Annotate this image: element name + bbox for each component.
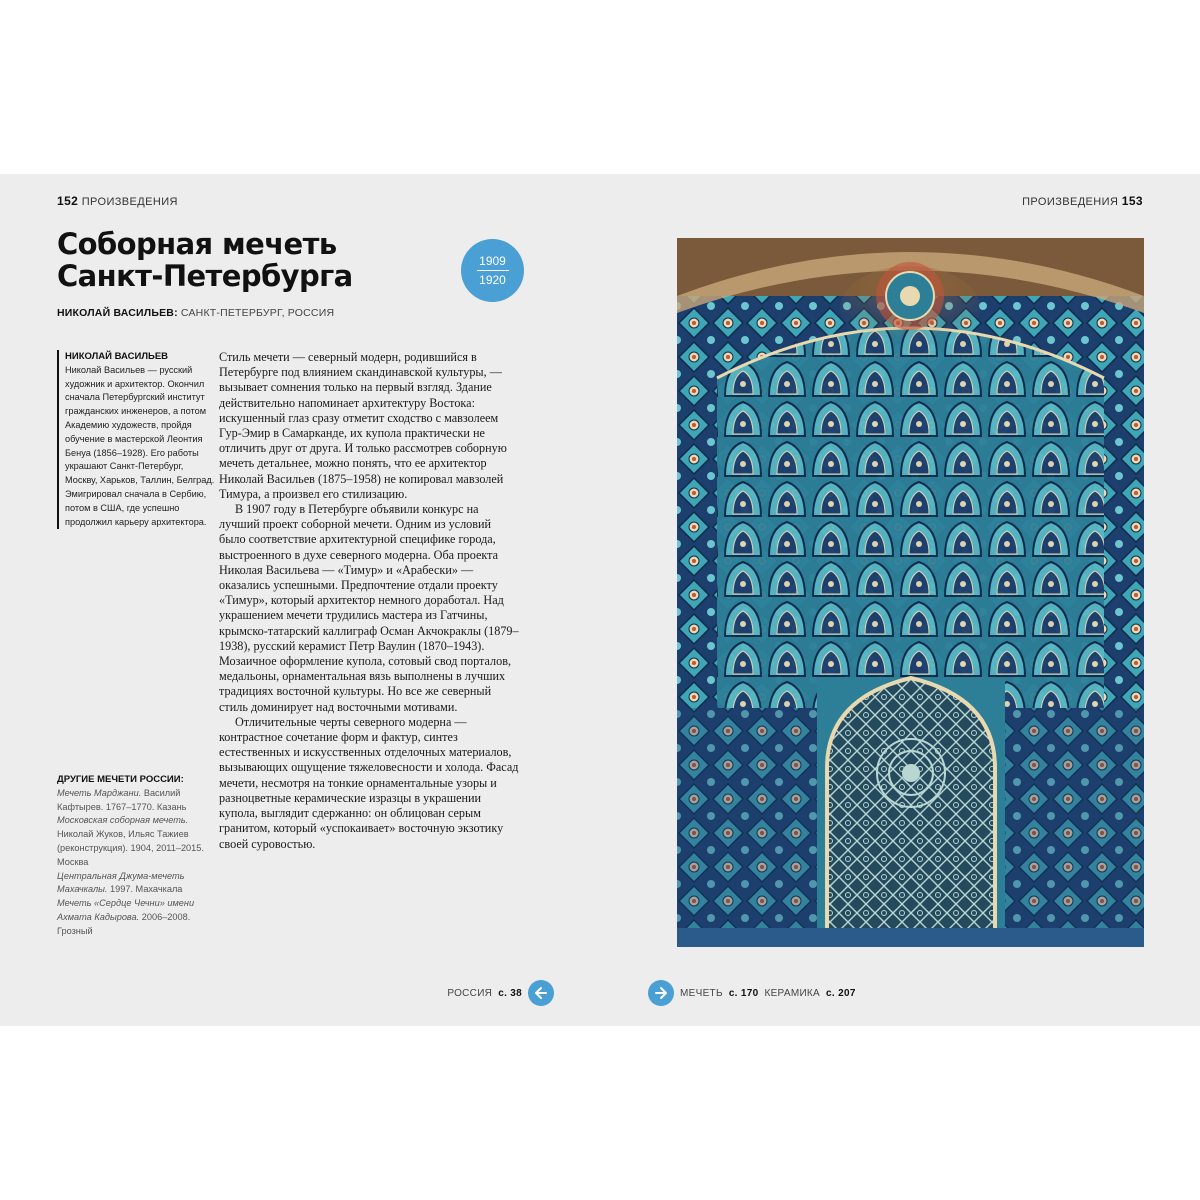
nav-link-label[interactable]: КЕРАМИКА bbox=[764, 987, 821, 999]
arrow-left-icon[interactable] bbox=[528, 980, 554, 1006]
nav-prev-page: с. 38 bbox=[498, 987, 522, 999]
date-start: 1909 bbox=[479, 254, 506, 268]
attribution-place: САНКТ-ПЕТЕРБУРГ, РОССИЯ bbox=[180, 307, 335, 319]
body-paragraph: Отличительные черты северного модерна — контрастное сочетание форм и фактур, синтез естественных и искусственных отделочных материалов, вызывающих ощущение тяжеловесности и холода. Фасад мечети, несмотря на тонкие орнаментальные узоры и разноцветные керамические изразцы в украшении купола, выглядит сдержанно: он облицован серым гранитом, который «успокаивает» восточную экзотику своей суровостью. bbox=[219, 714, 519, 851]
attribution-author: НИКОЛАЙ ВАСИЛЬЕВ: bbox=[57, 307, 178, 319]
mosque-portal-photo bbox=[677, 238, 1144, 947]
nav-prev[interactable] bbox=[447, 980, 554, 1006]
other-mosques-heading: ДРУГИЕ МЕЧЕТИ РОССИИ: bbox=[57, 774, 184, 785]
running-head-left bbox=[57, 194, 178, 208]
running-head-right bbox=[1022, 194, 1143, 208]
sidebar-text: Николай Васильев — русский художник и архитектор. Окончил сначала Петербургский институт гражданских инженеров, а потом Академию художеств, пройдя обучение в мастерской Леонтия Бенуа (1856–1928). Его работы украшают Санкт-Петербург, Москву, Харьков, Таллин, Белград. Эмигрировал сначала в Сербию, потом в США, где успешно продолжил карьеру архитектора. bbox=[65, 364, 215, 527]
other-mosque-entry: Мечеть «Сердце Чечни» имени Ахмата Кадырова. 2006–2008. Грозный bbox=[57, 898, 195, 936]
other-mosque-entry: Мечеть Марджани. Василий Кафтырев. 1767–1770. Казань bbox=[57, 787, 187, 812]
arrow-right-icon[interactable] bbox=[648, 980, 674, 1006]
title-line-2: Санкт-Петербурга bbox=[57, 259, 353, 293]
nav-link-label[interactable]: МЕЧЕТЬ bbox=[680, 987, 723, 999]
page-number-left: 152 bbox=[57, 194, 79, 208]
page-number-right: 153 bbox=[1121, 194, 1143, 208]
other-mosque-entry: Московская соборная мечеть. Николай Жуков, Ильяс Тажиев (реконструкция). 1904, 2011–2015. Москва bbox=[57, 815, 204, 867]
date-divider bbox=[477, 270, 509, 271]
title-line-1: Соборная мечеть bbox=[57, 227, 337, 261]
other-mosques bbox=[57, 773, 207, 939]
page-title bbox=[57, 228, 437, 292]
author-sidebar bbox=[57, 350, 215, 529]
article-body bbox=[219, 350, 519, 852]
date-badge bbox=[461, 239, 524, 302]
sidebar-heading: НИКОЛАЙ ВАСИЛЬЕВ bbox=[65, 351, 169, 362]
nav-link-page[interactable]: с. 170 bbox=[728, 987, 759, 999]
section-name-left: ПРОИЗВЕДЕНИЯ bbox=[81, 196, 178, 208]
nav-next[interactable] bbox=[648, 980, 856, 1006]
attribution bbox=[57, 307, 334, 319]
date-end: 1920 bbox=[479, 273, 506, 287]
nav-prev-label: РОССИЯ bbox=[447, 987, 493, 999]
section-name-right: ПРОИЗВЕДЕНИЯ bbox=[1022, 196, 1119, 208]
body-paragraph: В 1907 году в Петербурге объявили конкурс на лучший проект соборной мечети. Одним из условий было соответствие архитектурной специфике города, выстроенного в духе северного модерна. Оба проекта Николая Васильева — «Тимур» и «Арабески» — оказались успешными. Предпочтение отдали проекту «Тимур», который архитектор немного доработал. Над украшением мечети трудились мастера из Гатчины, крымско-татарский каллиграф Осман Акчокраклы (1879–1938), русский керамист Петр Ваулин (1870–1943). Мозаичное оформление купола, сотовый свод порталов, медальоны, орнаментальная вязь выполнены в лучших традициях восточной культуры. Но все же северный стиль доминирует над восточными мотивами. bbox=[219, 502, 519, 714]
body-paragraph: Стиль мечети — северный модерн, родившийся в Петербурге под влиянием скандинавской культуры, — вызывает сомнения только на первый взгляд. Здание действительно напоминает архитектуру Востока: искушенный глаз сразу отметит сходство с мавзолеем Гур-Эмир в Самарканде, их купола практически не отличить друг от друга. И только рассмотрев соборную мечеть детальнее, можно понять, что ее архитектор Николай Васильев (1875–1958) не копировал мавзолей Тимура, а произвел его стилизацию. bbox=[219, 350, 507, 501]
other-mosque-entry: Центральная Джума-мечеть Махачкалы. 1997. Махачкала bbox=[57, 870, 185, 895]
nav-link-page[interactable]: с. 207 bbox=[826, 987, 856, 999]
